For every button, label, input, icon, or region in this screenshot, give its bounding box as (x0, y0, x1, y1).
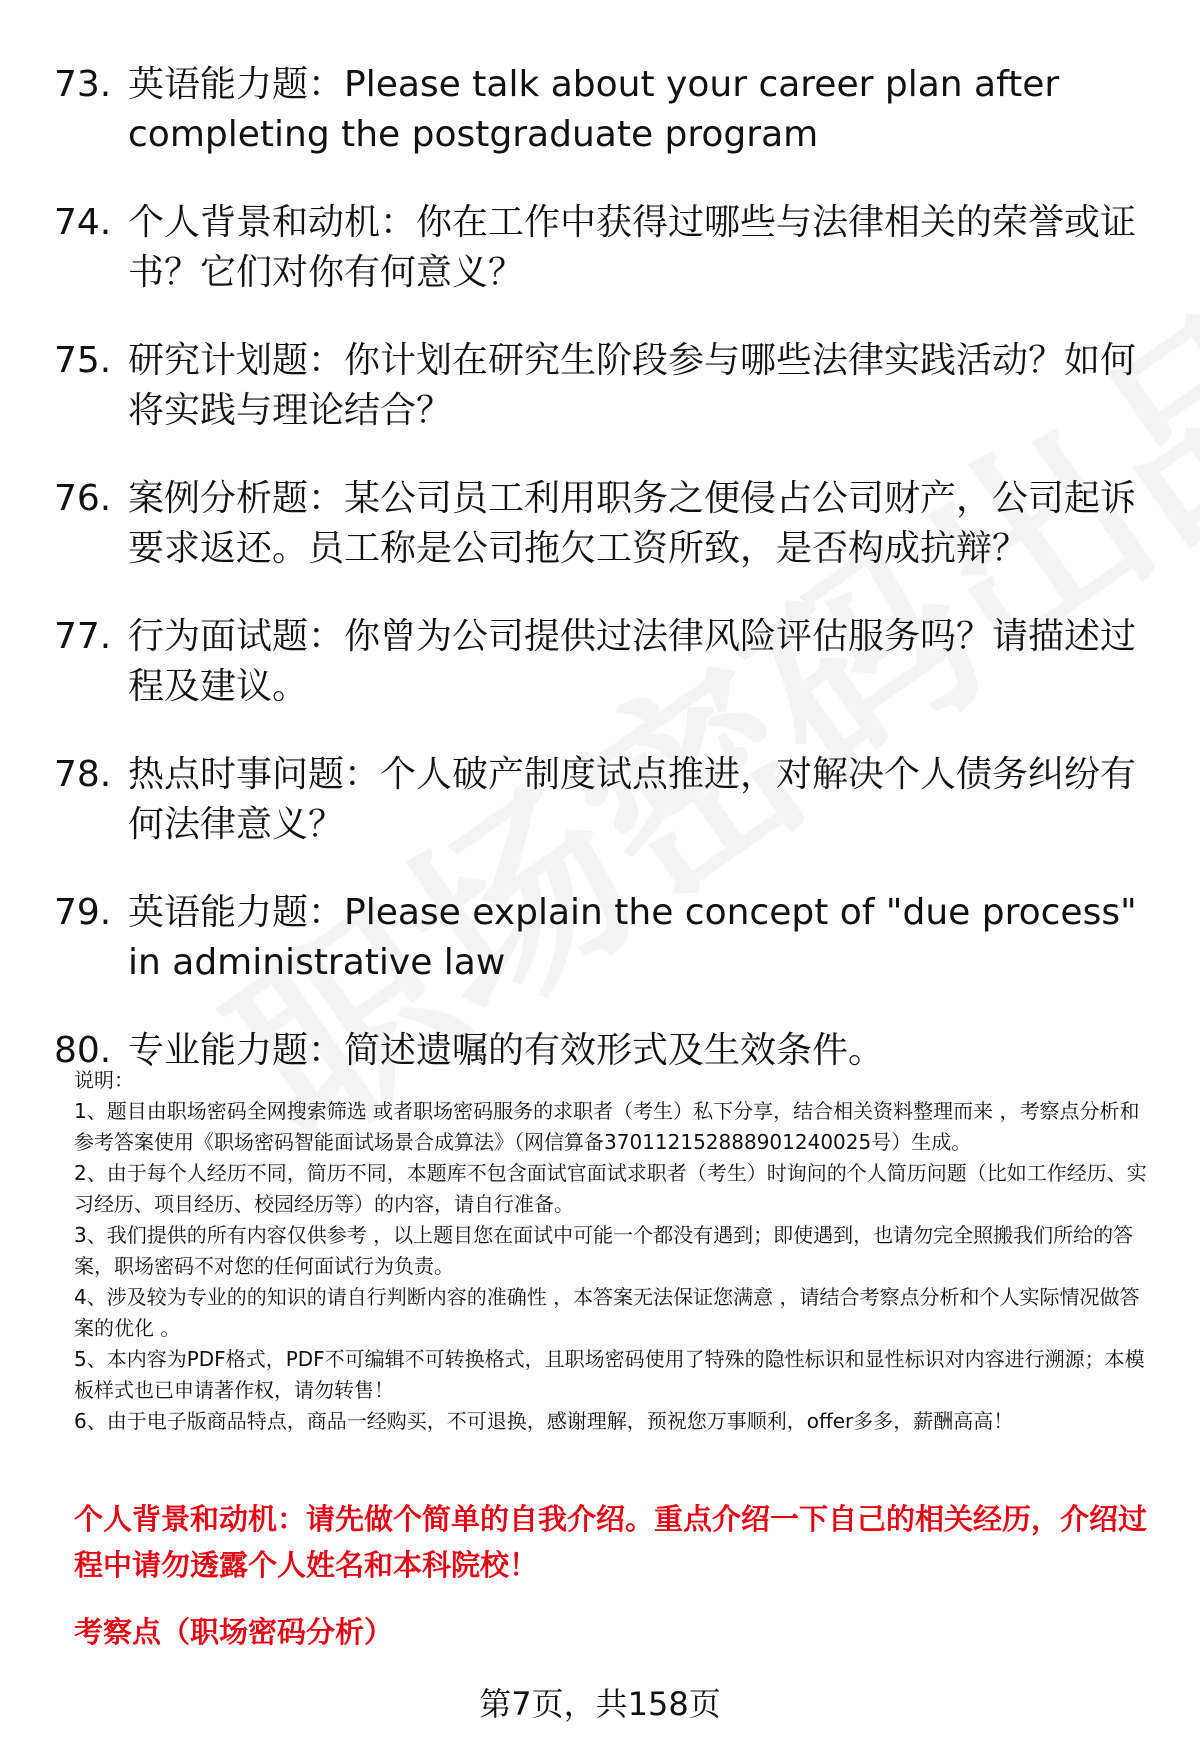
question-number: 75. (54, 340, 112, 381)
question-list (54, 60, 1154, 1114)
note-item: 2、由于每个人经历不同，简历不同，本题库不包含面试官面试求职者（考生）时询问的个人简历问题（比如工作经历、实习经历、项目经历、校园经历等）的内容，请自行准备。 (74, 1161, 1147, 1216)
question-item (54, 474, 1154, 574)
question-number: 74. (54, 202, 112, 243)
question-text: 研究计划题：你计划在研究生阶段参与哪些法律实践活动？如何将实践与理论结合？ (128, 340, 1137, 431)
note-item: 1、题目由职场密码全网搜索筛选 或者职场密码服务的求职者（考生）私下分享，结合相关资料整理而来 ，考察点分析和参考答案使用《职场密码智能面试场景合成算法》（网信算备370112152888901240025号）生成。 (74, 1099, 1140, 1154)
question-number: 77. (54, 616, 112, 657)
question-number: 80. (54, 1030, 112, 1071)
notes-title: 说明： (74, 1068, 134, 1092)
question-text: 热点时事问题：个人破产制度试点推进，对解决个人债务纠纷有何法律意义？ (128, 754, 1137, 845)
question-item (54, 612, 1154, 712)
note-item: 4、涉及较为专业的的知识的请自行判断内容的准确性 ，本答案无法保证您满意 ，请结合考察点分析和个人实际情况做答案的优化 。 (74, 1285, 1140, 1340)
note-item: 5、本内容为PDF格式，PDF不可编辑不可转换格式，且职场密码使用了特殊的隐性标识和显性标识对内容进行溯源；本模板样式也已申请著作权，请勿转售！ (74, 1347, 1145, 1402)
page-footer: 第7页，共158页 (479, 1685, 721, 1723)
question-text: 英语能力题：Please explain the concept of "due process" in administrative law (128, 892, 1137, 983)
question-text: 行为面试题：你曾为公司提供过法律风险评估服务吗？请描述过程及建议。 (128, 616, 1137, 707)
question-text: 个人背景和动机：你在工作中获得过哪些与法律相关的荣誉或证书？它们对你有何意义？ (128, 202, 1137, 293)
analysis-heading: 考察点（职场密码分析） (74, 1615, 394, 1649)
highlighted-question: 个人背景和动机：请先做个简单的自我介绍。重点介绍一下自己的相关经历，介绍过程中请勿透露个人姓名和本科院校！ (74, 1502, 1148, 1582)
question-number: 78. (54, 754, 112, 795)
question-text: 专业能力题：简述遗嘱的有效形式及生效条件。 (128, 1030, 885, 1071)
question-number: 79. (54, 892, 112, 933)
question-item (54, 198, 1154, 298)
question-text: 案例分析题：某公司员工利用职务之便侵占公司财产，公司起诉要求返还。员工称是公司拖欠工资所致，是否构成抗辩？ (128, 478, 1137, 569)
notes-section (74, 1065, 1159, 1437)
question-item (54, 750, 1154, 850)
note-item: 3、我们提供的所有内容仅供参考 ，以上题目您在面试中可能一个都没有遇到；即使遇到，也请勿完全照搬我们所给的答案，职场密码不对您的任何面试行为负责。 (74, 1223, 1134, 1278)
question-item (54, 60, 1154, 160)
note-item: 6、由于电子版商品特点，商品一经购买，不可退换，感谢理解，预祝您万事顺利，offer多多，薪酬高高！ (74, 1409, 1014, 1433)
question-text: 英语能力题：Please talk about your career plan after completing the postgraduate program (128, 64, 1060, 155)
question-number: 73. (54, 64, 112, 105)
question-item (54, 336, 1154, 436)
question-item (54, 888, 1154, 988)
question-number: 76. (54, 478, 112, 519)
